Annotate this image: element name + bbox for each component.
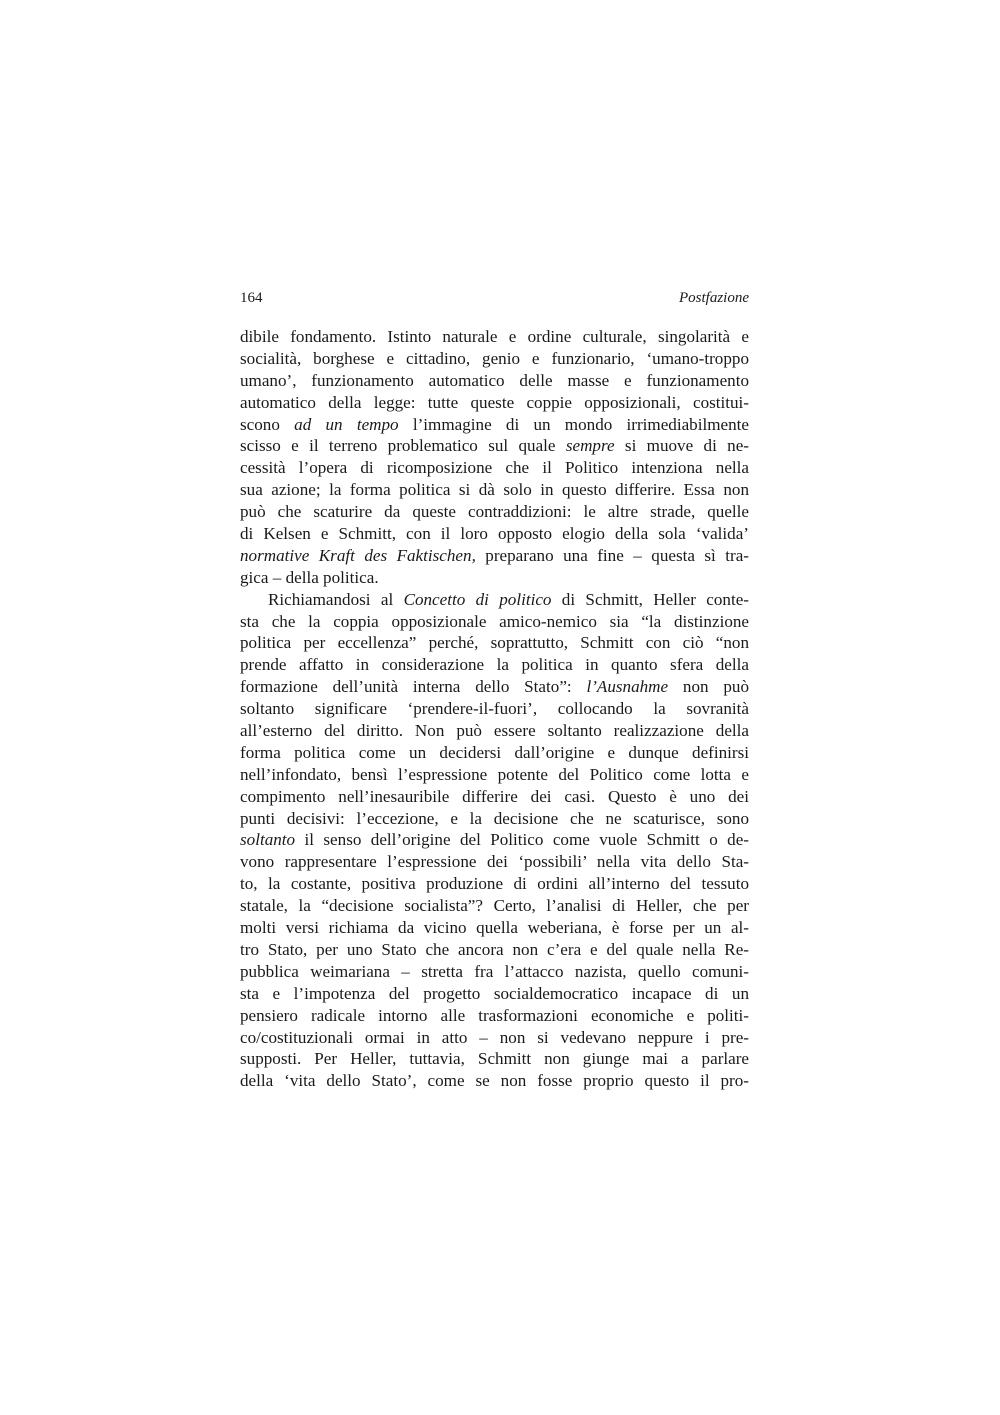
text-segment: all’esterno del diritto. Non può essere soltanto realizzazione della <box>240 721 749 741</box>
text-segment: prende affatto in considerazione la politica in quanto sfera della <box>240 655 749 675</box>
text-segment: pensiero radicale intorno alle trasformazioni economiche e politi- <box>240 1005 749 1025</box>
text-line <box>240 479 749 501</box>
text-line <box>240 1005 749 1027</box>
text-line <box>240 348 749 370</box>
text-segment: Richiamandosi al <box>268 589 404 609</box>
text-segment: dibile fondamento. Istinto naturale e ordine culturale, singolarità e <box>240 327 749 346</box>
text-line <box>240 873 749 895</box>
text-line <box>240 851 749 873</box>
text-line <box>240 764 749 786</box>
text-segment: preparano una fine – questa sì tra- <box>475 545 749 565</box>
text-segment: può che scaturire da queste contraddizioni: le altre strade, quelle <box>240 502 749 522</box>
text-segment: l’immagine di un mondo irrimediabilmente <box>398 414 749 434</box>
text-segment: il senso dell’origine del Politico come vuole Schmitt o de- <box>295 830 749 850</box>
text-line <box>240 917 749 939</box>
text-line <box>240 567 749 589</box>
text-line <box>240 698 749 720</box>
text-line <box>240 326 749 348</box>
text-segment: tro Stato, per uno Stato che ancora non c’era e del quale nella Re- <box>240 939 749 959</box>
text-segment: soltanto significare ‘prendere-il-fuori’, collocando la sovranità <box>240 699 749 719</box>
text-segment: sta che la coppia opposizionale amico-nemico sia “la distinzione <box>240 611 749 631</box>
text-segment: politica per eccellenza” perché, soprattutto, Schmitt con ciò “non <box>240 633 749 653</box>
text-segment: to, la costante, positiva produzione di ordini all’interno del tessuto <box>240 874 749 894</box>
text-segment: vono rappresentare l’espressione dei ‘possibili’ nella vita dello Sta- <box>240 852 749 872</box>
text-segment: si muove di ne- <box>614 436 749 456</box>
text-line <box>240 501 749 523</box>
text-line <box>240 611 749 633</box>
text-segment: non può <box>668 677 749 697</box>
text-segment: sua azione; la forma politica si dà solo in questo differire. Essa non <box>240 480 749 500</box>
text-segment: nell’infondato, bensì l’espressione potente del Politico come lotta e <box>240 764 749 784</box>
text-line <box>240 1027 749 1049</box>
text-segment: co/costituzionali ormai in atto – non si vedevano neppure i pre- <box>240 1027 749 1047</box>
text-line <box>240 654 749 676</box>
text-segment: supposti. Per Heller, tuttavia, Schmitt non giunge mai a parlare <box>240 1049 749 1069</box>
text-segment: forma politica come un decidersi dall’origine e dunque definirsi <box>240 742 749 762</box>
text-line <box>240 1070 749 1092</box>
text-segment: gica – della politica. <box>240 567 379 587</box>
text-line <box>240 414 749 436</box>
text-segment: punti decisivi: l’eccezione, e la decisione che ne scaturisce, sono <box>240 808 749 828</box>
italic-text: ad un tempo <box>294 414 399 434</box>
text-line <box>240 895 749 917</box>
text-line <box>240 392 749 414</box>
text-segment: compimento nell’inesauribile differire dei casi. Questo è uno dei <box>240 786 749 806</box>
text-line <box>240 1048 749 1070</box>
text-segment: di Kelsen e Schmitt, con il loro opposto elogio della sola ‘valida’ <box>240 524 749 544</box>
text-line <box>240 545 749 567</box>
italic-text: l’Ausnahme <box>586 677 669 697</box>
body-text <box>240 326 749 1092</box>
italic-text: sempre <box>565 436 615 456</box>
text-segment: sta e l’impotenza del progetto socialdemocratico incapace di un <box>240 983 749 1003</box>
text-segment: socialità, borghese e cittadino, genio e funzionario, ‘umano-troppo <box>240 348 749 368</box>
text-segment: umano’, funzionamento automatico delle masse e funzionamento <box>240 370 749 390</box>
text-segment: cessità l’opera di ricomposizione che il Politico intenziona nella <box>240 458 749 478</box>
text-segment: di Schmitt, Heller conte- <box>551 589 749 609</box>
text-line <box>240 786 749 808</box>
italic-text: soltanto <box>240 830 296 850</box>
section-title: Postfazione <box>679 290 749 306</box>
text-line <box>240 983 749 1005</box>
text-line <box>240 370 749 392</box>
text-segment: della ‘vita dello Stato’, come se non fosse proprio questo il pro- <box>240 1071 749 1091</box>
text-line <box>240 829 749 851</box>
text-line <box>240 523 749 545</box>
text-line <box>240 676 749 698</box>
italic-text: Concetto di politico <box>403 589 552 609</box>
text-line <box>240 939 749 961</box>
text-segment: molti versi richiama da vicino quella weberiana, è forse per un al- <box>240 918 749 938</box>
text-line <box>240 632 749 654</box>
text-line <box>240 808 749 830</box>
text-line <box>240 435 749 457</box>
page-number: 164 <box>240 290 263 306</box>
text-line <box>240 961 749 983</box>
text-segment: automatico della legge: tutte queste coppie opposizionali, costitui- <box>240 392 749 412</box>
running-head <box>240 288 749 310</box>
italic-text: normative Kraft des Faktischen, <box>240 545 476 565</box>
text-line <box>240 720 749 742</box>
text-segment: scono <box>240 414 295 434</box>
text-segment: pubblica weimariana – stretta fra l’attacco nazista, quello comuni- <box>240 961 749 981</box>
text-segment: statale, la “decisione socialista”? Certo, l’analisi di Heller, che per <box>240 896 749 916</box>
text-line <box>240 742 749 764</box>
text-line <box>240 457 749 479</box>
text-line <box>240 589 749 611</box>
text-segment: formazione dell’unità interna dello Stato”: <box>240 677 587 697</box>
text-segment: scisso e il terreno problematico sul quale <box>240 436 566 456</box>
